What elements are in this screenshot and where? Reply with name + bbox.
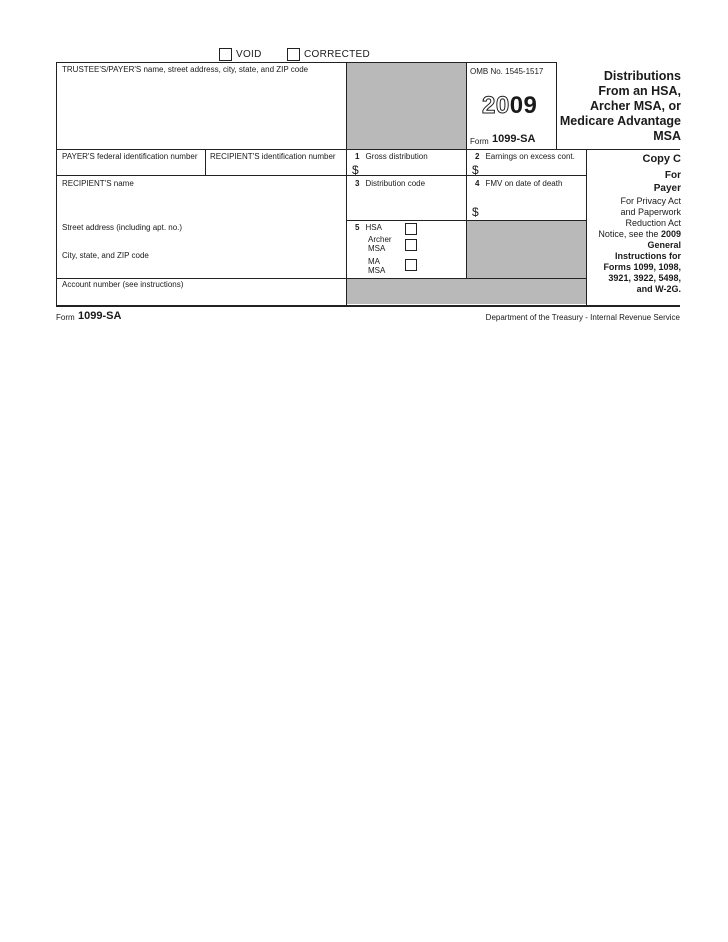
payer-name-label: TRUSTEE'S/PAYER'S name, street address, city, state, and ZIP code (62, 65, 309, 74)
void-label: VOID (236, 49, 262, 60)
archer-msa-line-2: MSA (368, 244, 386, 253)
rule-mid2 (466, 62, 467, 278)
box2-currency: $ (472, 163, 479, 177)
copy-payer: Payer (653, 183, 681, 194)
form-title (501, 69, 681, 144)
tax-year-outline: 20 (482, 92, 510, 119)
box2-label (475, 152, 575, 161)
hsa-label: HSA (365, 223, 382, 232)
archer-msa-label (368, 235, 392, 253)
box1-currency: $ (352, 163, 359, 177)
payer-fed-id-label: PAYER'S federal identification number (62, 152, 198, 161)
box3-text: Distribution code (365, 179, 426, 188)
footer-form-word: Form (56, 313, 75, 322)
notice-line-3: Reduction Act (625, 218, 681, 228)
corrected-checkbox[interactable] (287, 48, 300, 61)
notice-line-4 (541, 229, 681, 240)
rule-mid (346, 62, 347, 306)
notice-line-4a: Notice, see the (598, 229, 659, 239)
notice-line-5: General (647, 240, 681, 250)
box5-number: 5 (355, 223, 360, 232)
shaded-area-top (346, 63, 466, 149)
box4-text: FMV on date of death (485, 179, 563, 188)
box1-label (355, 152, 428, 161)
omb-number: OMB No. 1545-1517 (470, 67, 544, 76)
title-line-5: MSA (653, 129, 681, 143)
rule-ids-bottom (56, 175, 586, 176)
ma-msa-line-1: MA (368, 257, 380, 266)
box4-number: 4 (475, 179, 480, 188)
title-line-3: Archer MSA, or (590, 99, 681, 113)
omb-form-word: Form (470, 137, 489, 146)
footer-department: Department of the Treasury - Internal Revenue Service (485, 313, 680, 322)
title-line-4: Medicare Advantage (559, 114, 681, 128)
notice-line-2: and Paperwork (620, 207, 681, 217)
rule-city-bottom (56, 278, 586, 279)
box4-label (475, 179, 562, 188)
box3-label (355, 179, 425, 188)
copy-name: Copy C (642, 153, 681, 165)
notice-line-1: For Privacy Act (620, 196, 681, 206)
corrected-label: CORRECTED (304, 49, 371, 60)
account-number-label: Account number (see instructions) (62, 280, 184, 289)
recipient-name-label: RECIPIENT'S name (62, 179, 134, 188)
notice-line-9: and W-2G. (636, 284, 681, 294)
rule-ids-divider (205, 149, 206, 176)
copy-recipient (654, 169, 681, 195)
box2-text: Earnings on excess cont. (485, 152, 575, 161)
notice-line-8: 3921, 3922, 5498, (608, 273, 681, 283)
void-checkbox[interactable] (219, 48, 232, 61)
tax-year-solid: 09 (509, 92, 538, 119)
rule-top (56, 62, 556, 63)
rule-left (56, 62, 57, 306)
footer-form-number: 1099-SA (78, 310, 122, 322)
box1-number: 1 (355, 152, 360, 161)
box1-text: Gross distribution (365, 152, 428, 161)
title-line-2: From an HSA, (598, 84, 681, 98)
ma-msa-checkbox[interactable] (405, 259, 417, 271)
box3-number: 3 (355, 179, 360, 188)
notice-line-4b: 2009 (660, 229, 681, 239)
title-line-1: Distributions (603, 69, 681, 83)
hsa-checkbox[interactable] (405, 223, 417, 235)
copy-for: For (664, 170, 681, 181)
copy-notice (541, 196, 681, 295)
ma-msa-label (368, 257, 385, 275)
notice-line-6: Instructions for (614, 251, 681, 261)
recipient-id-label: RECIPIENT'S identification number (210, 152, 336, 161)
box2-number: 2 (475, 152, 480, 161)
city-state-zip-label: City, state, and ZIP code (62, 251, 149, 260)
notice-line-7: Forms 1099, 1098, (603, 262, 681, 272)
archer-msa-line-1: Archer (368, 235, 392, 244)
street-address-label: Street address (including apt. no.) (62, 223, 183, 232)
box4-currency: $ (472, 205, 479, 219)
archer-msa-checkbox[interactable] (405, 239, 417, 251)
box5-label (355, 223, 382, 232)
omb-form-number: 1099-SA (492, 133, 536, 145)
ma-msa-line-2: MSA (368, 266, 386, 275)
